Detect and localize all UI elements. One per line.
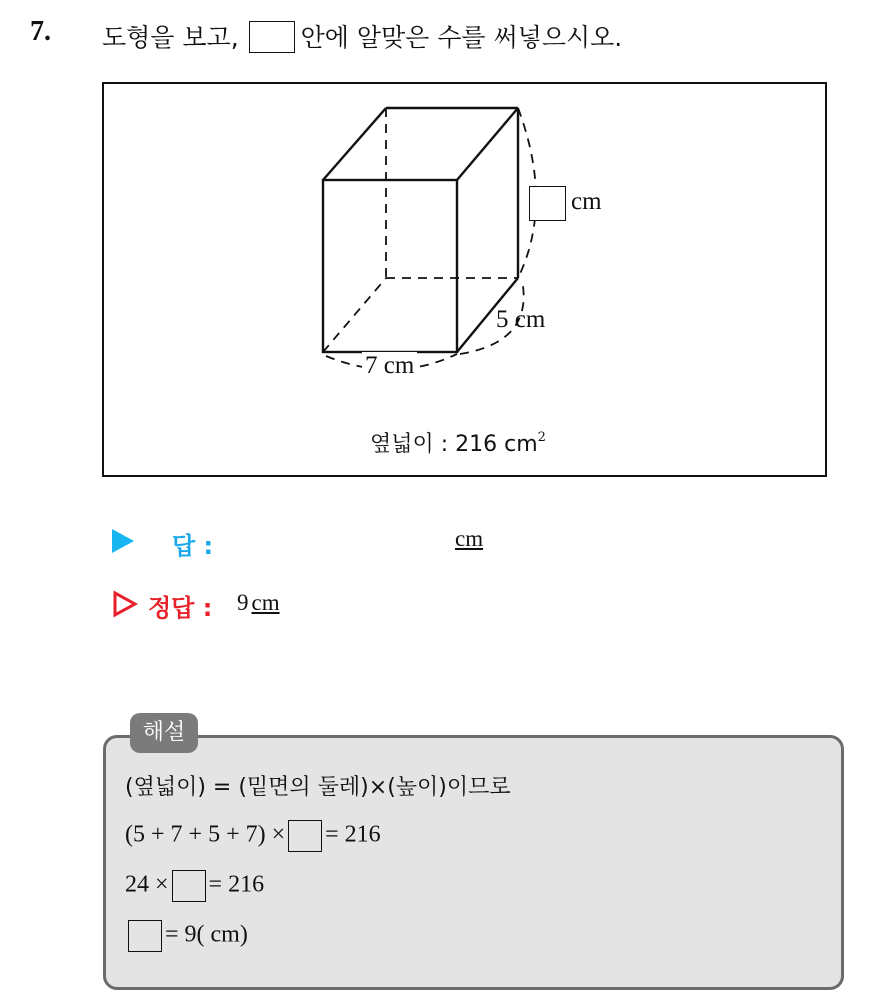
explanation-line-4 [125,920,248,952]
cuboid-front-face [323,180,457,352]
explanation-formula-text: (옆넓이) = (밑면의 둘레)×(높이)이므로 [125,775,511,800]
blank-box-icon [128,920,162,952]
correct-answer-unit: cm [251,590,280,615]
height-unit-label: cm [571,188,602,215]
lateral-area-value: 옆넓이 : 216 cm [370,432,538,457]
explanation-line-2-after: = 216 [325,821,381,848]
question-header [0,12,884,56]
play-arrow-icon [112,529,134,553]
explanation-line-3-before: 24 × [125,871,169,898]
blank-box-icon [249,21,295,53]
lateral-area-text [370,427,546,458]
answer-unit: cm [455,526,484,551]
blank-box-icon [172,870,206,902]
explanation-line-2-before: (5 + 7 + 5 + 7) × [125,821,286,848]
depth-label: 5 cm [496,306,546,333]
explanation-line-3-after: = 216 [208,871,265,898]
answer-row [112,524,712,560]
explanation-line-2 [125,820,381,852]
explanation-line-1 [125,770,511,801]
question-text [102,18,622,57]
cuboid-hidden-left-bottom [323,278,386,352]
explanation-line-3 [125,870,264,902]
cuboid-diagram [104,84,829,479]
correct-answer-number: 9 [237,590,249,615]
cuboid-edge-top-right [457,108,518,180]
explanation-tab: 해설 [130,713,198,753]
height-unknown-box [529,186,566,221]
answer-label: 답 : [172,532,214,560]
outline-arrow-icon [112,590,138,618]
question-text-after: 안에 알맞은 수를 써넣으시오. [300,23,623,52]
cuboid-edge-top-left [323,108,386,180]
cuboid-figure [102,82,827,477]
explanation-line-4-after: = 9( cm) [165,921,248,948]
question-text-before: 도형을 보고, [102,23,239,52]
question-number: 7. [30,16,51,47]
correct-answer-label: 정답 : [148,594,213,622]
width-label: 7 cm [362,352,417,380]
correct-answer-value [237,590,280,616]
lateral-area-exponent: 2 [537,429,546,445]
correct-answer-row [112,586,712,622]
blank-box-icon [288,820,322,852]
